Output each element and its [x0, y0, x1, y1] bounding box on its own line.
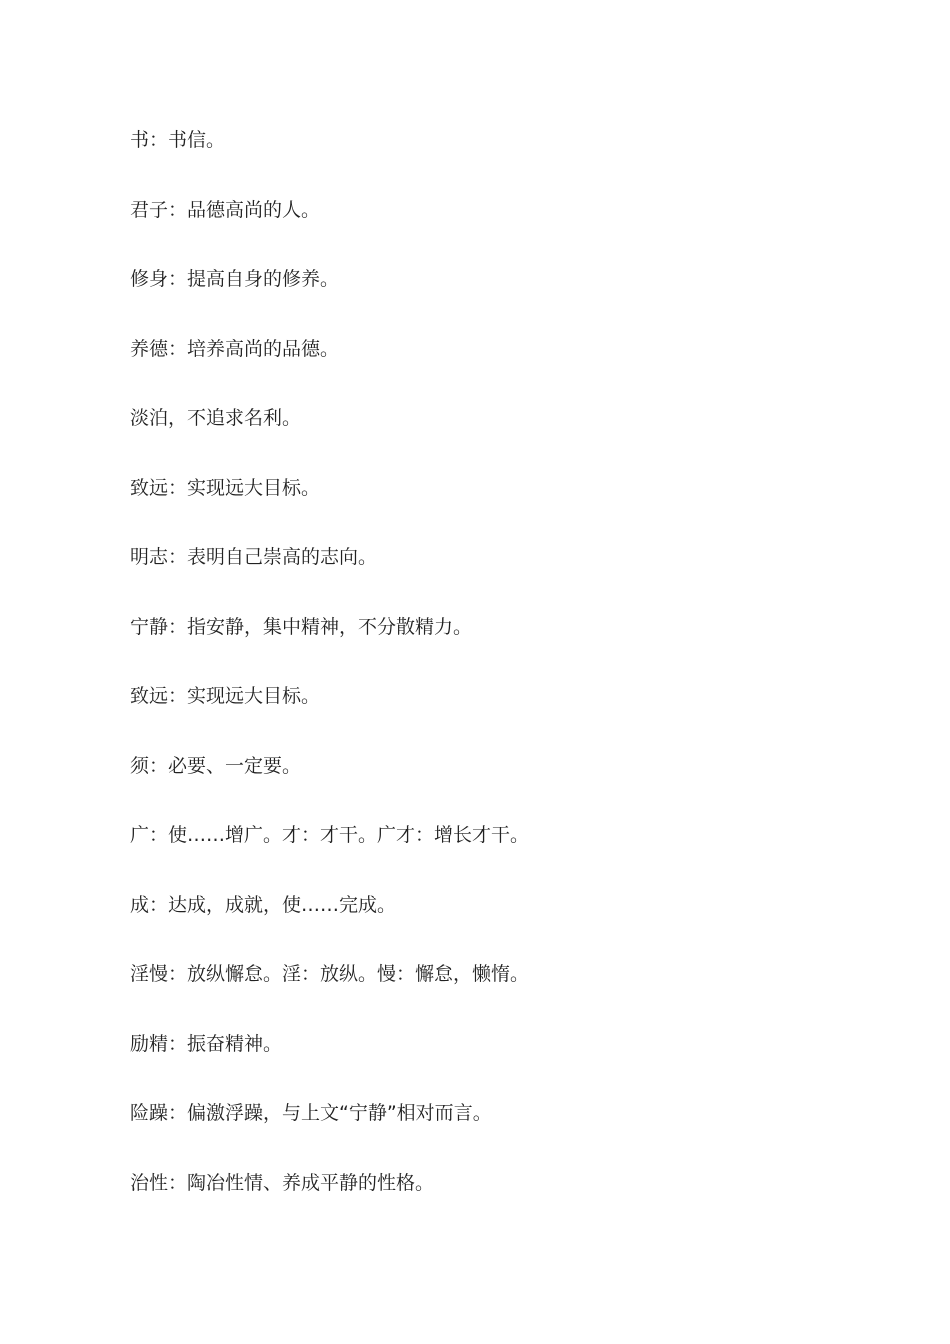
glossary-entry: 致远：实现远大目标。 — [130, 476, 321, 499]
glossary-list — [130, 127, 529, 1239]
glossary-entry: 致远：实现远大目标。 — [130, 685, 321, 707]
glossary-entry: 养德：培养高尚的品德。 — [130, 337, 340, 360]
glossary-entry: 君子：品德高尚的人。 — [130, 198, 321, 221]
glossary-entry: 险躁：偏激浮躁，与上文“宁静”相对而言。 — [130, 1102, 492, 1124]
glossary-entry: 成：达成，成就，使……完成。 — [130, 893, 397, 916]
glossary-entry: 治性：陶冶性情、养成平静的性格。 — [130, 1171, 435, 1194]
glossary-entry: 励精：振奋精神。 — [130, 1032, 283, 1055]
glossary-entry: 修身：提高自身的修养。 — [130, 268, 340, 290]
glossary-entry: 宁静：指安静，集中精神，不分散精力。 — [130, 615, 473, 638]
glossary-entry: 须：必要、一定要。 — [130, 754, 302, 777]
glossary-entry: 书：书信。 — [130, 129, 226, 151]
glossary-entry: 淡泊，不追求名利。 — [130, 407, 302, 429]
glossary-entry: 淫慢：放纵懈怠。淫：放纵。慢：懈怠，懒惰。 — [130, 963, 530, 985]
glossary-entry: 广：使……增广。才：才干。广才：增长才干。 — [130, 824, 530, 846]
glossary-entry: 明志：表明自己崇高的志向。 — [130, 546, 378, 568]
